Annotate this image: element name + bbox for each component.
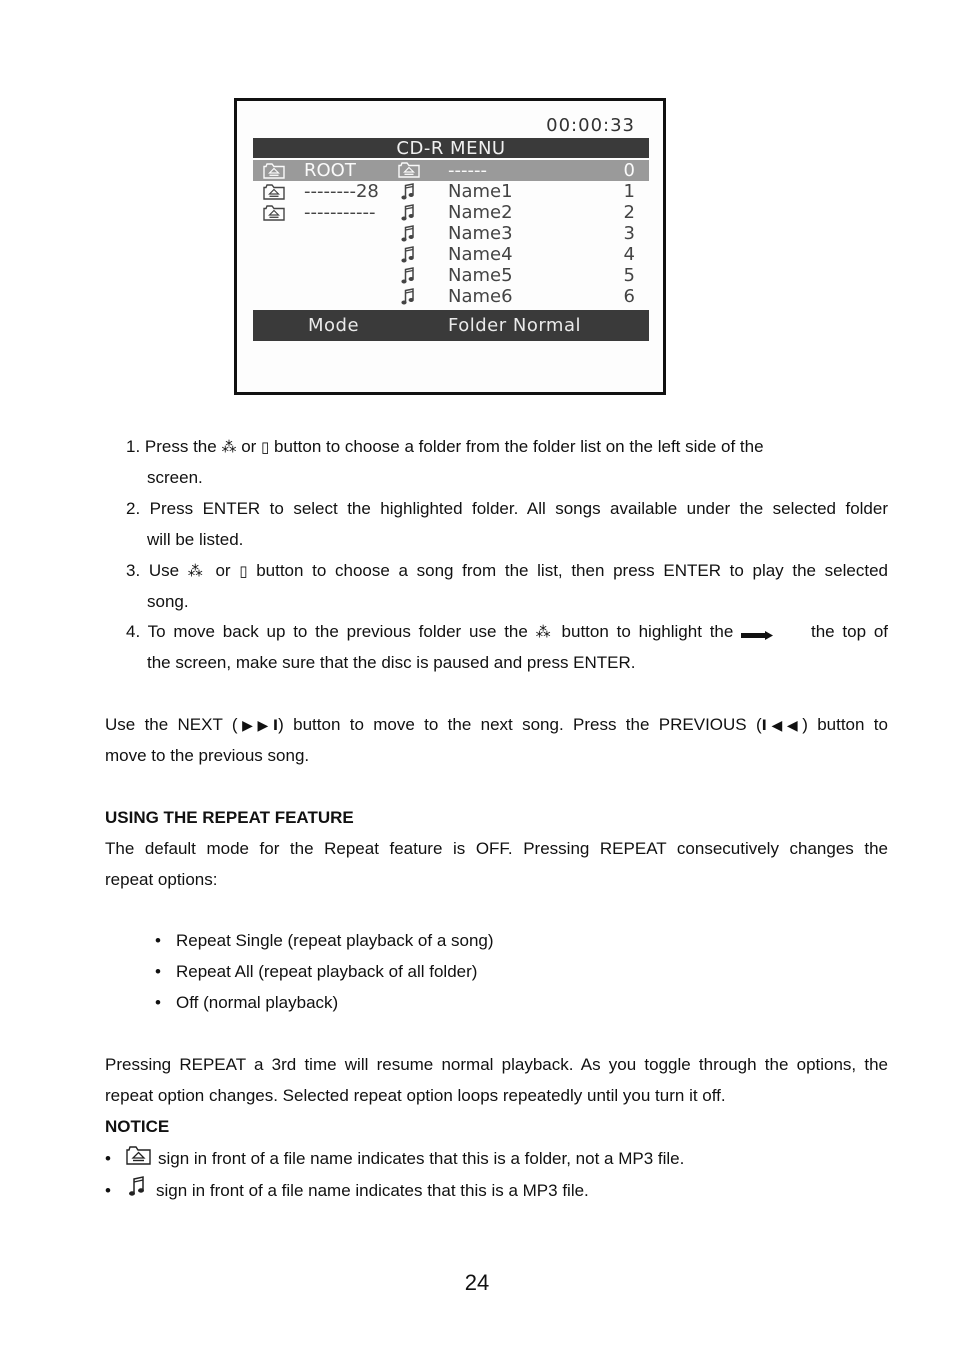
- song-name: Name6: [448, 286, 513, 307]
- nav-text-b: ) button to move to the next song. Press the PREVIOUS (: [278, 715, 762, 734]
- step-3-text-c: button to choose a song from the list, then press ENTER to play the selected: [256, 561, 888, 580]
- song-name: Name2: [448, 202, 513, 223]
- track-number: 2: [623, 202, 635, 223]
- step-1-text-b: or: [241, 437, 257, 456]
- repeat-heading: USING THE REPEAT FEATURE: [105, 808, 354, 827]
- elapsed-time: 00:00:33: [546, 115, 635, 136]
- step-1-line-2: screen.: [147, 468, 203, 487]
- step-1-text-c: button to choose a folder from the folder list on the left side of the: [274, 437, 764, 456]
- mode-label: Mode: [308, 315, 360, 336]
- folder-icon: [126, 1146, 151, 1170]
- step-2-line-2: will be listed.: [147, 530, 244, 549]
- down-button-icon: ▯: [261, 438, 270, 456]
- up-button-icon: ⁂: [221, 438, 237, 456]
- step-4-text-a: 4. To move back up to the previous folder use the: [126, 622, 528, 641]
- cdr-menu-screen: [234, 98, 666, 395]
- song-name: Name3: [448, 223, 513, 244]
- step-3-line-2: song.: [147, 592, 189, 611]
- track-number: 6: [623, 286, 635, 307]
- menu-title: CD-R MENU: [253, 138, 649, 158]
- song-name: Name5: [448, 265, 513, 286]
- menu-row-highlighted[interactable]: [253, 160, 649, 181]
- track-number: 0: [623, 160, 635, 181]
- nav-text-a: Use the NEXT (: [105, 715, 238, 734]
- song-name: Name4: [448, 244, 513, 265]
- step-4-line-2: the screen, make sure that the disc is paused and press ENTER.: [147, 653, 636, 672]
- song-name: ------: [448, 160, 487, 181]
- track-number: 4: [623, 244, 635, 265]
- step-3-line-1: [126, 555, 888, 587]
- repeat-option-3: Off (normal playback): [176, 993, 339, 1012]
- screen-inner: [237, 101, 663, 392]
- mode-value: Folder Normal: [448, 315, 581, 336]
- mode-bar: [253, 310, 649, 341]
- repeat-option-1: Repeat Single (repeat playback of a song): [176, 931, 494, 950]
- menu-row[interactable]: [253, 265, 649, 286]
- nav-line-1: [105, 709, 888, 742]
- bullet-3: •: [155, 993, 161, 1012]
- menu-row[interactable]: [253, 244, 649, 265]
- track-number: 3: [623, 223, 635, 244]
- previous-button-icon: I◀◀: [761, 718, 803, 734]
- page-number: 24: [464, 1270, 490, 1295]
- up-button-icon: ⁂: [535, 623, 554, 641]
- notice-folder-text: sign in front of a file name indicates that this is a folder, not a MP3 file.: [158, 1149, 685, 1168]
- folder-name: -----------: [304, 202, 376, 223]
- repeat-paragraph-1-line-1: The default mode for the Repeat feature is OFF. Pressing REPEAT consecutively changes the: [105, 839, 888, 858]
- step-3-text-b: or: [215, 561, 231, 580]
- notice-heading: NOTICE: [105, 1117, 170, 1136]
- folder-icon: [398, 162, 420, 183]
- notice-mp3-text: sign in front of a file name indicates that this is a MP3 file.: [156, 1181, 589, 1200]
- music-note-icon: [128, 1176, 146, 1203]
- nav-text-c: ) button to: [802, 715, 888, 734]
- step-4-text-c: the top of: [810, 622, 889, 641]
- menu-row[interactable]: [253, 223, 649, 244]
- down-button-icon: ▯: [239, 562, 248, 580]
- menu-row[interactable]: [253, 202, 649, 223]
- repeat-paragraph-1-line-2: repeat options:: [105, 870, 218, 889]
- step-1-line-1: [126, 431, 888, 463]
- notice-bullet-2: •: [105, 1181, 111, 1200]
- root-folder-pointer-icon: [741, 619, 803, 650]
- repeat-option-2: Repeat All (repeat playback of all folder): [176, 962, 478, 981]
- song-name: Name1: [448, 181, 513, 202]
- track-number: 5: [623, 265, 635, 286]
- up-button-icon: ⁂: [187, 562, 207, 580]
- repeat-paragraph-2-line-1: Pressing REPEAT a 3rd time will resume normal playback. As you toggle through the options, the: [105, 1055, 888, 1074]
- step-1-text-a: 1. Press the: [126, 437, 217, 456]
- notice-bullet-1: •: [105, 1149, 111, 1168]
- bullet-2: •: [155, 962, 161, 981]
- step-4-text-b: button to highlight the: [561, 622, 734, 641]
- menu-row[interactable]: [253, 286, 649, 307]
- folder-name: --------28: [304, 181, 379, 202]
- repeat-paragraph-2-line-2: repeat option changes. Selected repeat option loops repeatedly until you turn it off.: [105, 1086, 726, 1105]
- bullet-1: •: [155, 931, 161, 950]
- next-button-icon: ▶▶I: [237, 718, 279, 734]
- nav-line-2: move to the previous song.: [105, 746, 310, 765]
- track-number: 1: [623, 181, 635, 202]
- step-2-line-1: 2. Press ENTER to select the highlighted folder. All songs available under the selected folder: [126, 499, 888, 518]
- music-note-icon: [401, 288, 415, 311]
- step-4-line-1: [126, 616, 888, 650]
- step-3-text-a: 3. Use: [126, 561, 180, 580]
- menu-row[interactable]: [253, 181, 649, 202]
- folder-name: ROOT: [304, 160, 356, 181]
